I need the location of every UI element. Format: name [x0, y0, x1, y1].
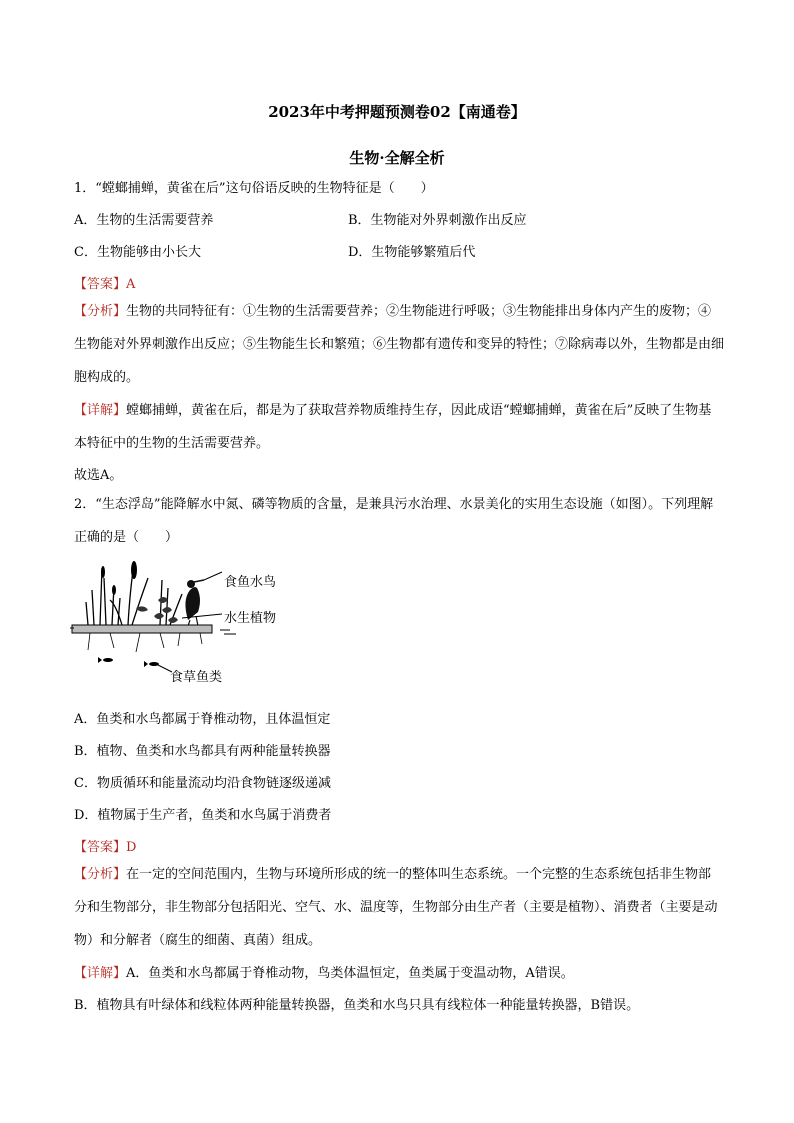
- q1-option-c: C．生物能够由小长大: [74, 245, 201, 260]
- q2-option-b: B．植物、鱼类和水鸟都具有两种能量转换器: [74, 744, 331, 759]
- detail-text: A．鱼类和水鸟都属于脊椎动物，鸟类体温恒定，鱼类属于变温动物，A错误。: [126, 966, 574, 981]
- detail-text: 螳螂捕蝉，黄雀在后，都是为了获取营养物质维持生存，因此成语“螳螂捕蝉，黄雀在后”反映了生物基本特征中的生物的生活需要营养。: [74, 403, 712, 451]
- q2-analysis: [74, 858, 724, 957]
- page-title: 2023年中考押题预测卷02【南通卷】: [268, 103, 526, 121]
- answer-tag: 【答案】: [74, 277, 127, 292]
- fish-icon: [98, 657, 159, 667]
- figure-label-bird: 食鱼水鸟: [224, 575, 277, 590]
- q1-choice: 故选A。: [74, 468, 123, 483]
- q2-option-c: C．物质循环和能量流动均沿食物链逐级递减: [74, 776, 331, 791]
- q1-stem: 1．“螳螂捕蝉，黄雀在后”这句俗语反映的生物特征是（ ）: [74, 181, 434, 196]
- q2-stem: 2．“生态浮岛”能降解水中氮、磷等物质的含量，是兼具污水治理、水景美化的实用生态设施（如图）。下列理解正确的是（ ）: [74, 497, 714, 545]
- q1-option-d: D．生物能够繁殖后代: [348, 245, 476, 260]
- q1-analysis: [74, 295, 724, 394]
- q2-detail-b: B．植物具有叶绿体和线粒体两种能量转换器，鱼类和水鸟只具有线粒体一种能量转换器，B错误。: [74, 998, 640, 1013]
- analysis-text: 生物的共同特征有：①生物的生活需要营养；②生物能进行呼吸；③生物能排出身体内产生的废物；④生物能对外界刺激作出反应；⑤生物能生长和繁殖；⑥生物都有遗传和变异的特性；⑦除病毒以外，生物都是由细胞构成的。: [74, 304, 725, 385]
- q2-detail-a: [74, 962, 574, 981]
- detail-tag: 【详解】: [74, 403, 127, 418]
- q2-option-a: A．鱼类和水鸟都属于脊椎动物，且体温恒定: [74, 712, 331, 727]
- figure-label-plant: 水生植物: [224, 611, 277, 626]
- page-subtitle: 生物·全解全析: [349, 149, 445, 167]
- bird-icon: [185, 580, 204, 626]
- answer-value: A: [126, 277, 136, 292]
- analysis-tag: 【分析】: [74, 304, 127, 319]
- q1-detail: [74, 394, 724, 460]
- q2-answer: [74, 836, 136, 855]
- analysis-text: 在一定的空间范围内，生物与环境所形成的统一的整体叫生态系统。一个完整的生态系统包括非生物部分和生物部分，非生物部分包括阳光、空气、水、温度等，生物部分由生产者（主要是植物）、消费者（主要是动物）和分解者（腐生的细菌、真菌）组成。: [74, 867, 718, 948]
- q1-answer: [74, 273, 135, 292]
- analysis-tag: 【分析】: [74, 867, 127, 882]
- q2-option-d: D．植物属于生产者，鱼类和水鸟属于消费者: [74, 808, 332, 823]
- q1-option-a: A．生物的生活需要营养: [74, 213, 214, 228]
- detail-tag: 【详解】: [74, 966, 127, 981]
- answer-value: D: [126, 840, 137, 855]
- answer-tag: 【答案】: [74, 840, 127, 855]
- figure-label-fish: 食草鱼类: [170, 670, 223, 685]
- q1-option-b: B．生物能对外界刺激作出反应: [348, 213, 527, 228]
